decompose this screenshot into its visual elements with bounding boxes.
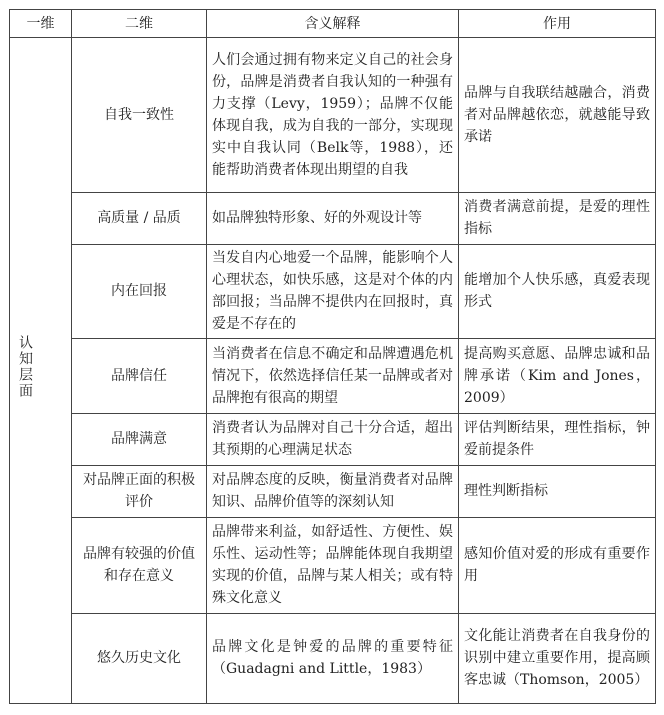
effect-cell: 能增加个人快乐感，真爱表现形式: [459, 245, 656, 339]
table-row: [10, 38, 656, 193]
header-meaning: 含义解释: [207, 10, 459, 38]
effect-cell: 感知价值对爱的形成有重要作用: [459, 518, 656, 614]
group-label: 认知层面: [17, 334, 33, 399]
dim2-cell: 品牌有较强的价值和存在意义: [72, 518, 207, 614]
header-row: [10, 10, 656, 38]
brand-love-table: [9, 9, 656, 704]
effect-cell: 评估判断结果，理性指标，钟爱前提条件: [459, 414, 656, 466]
table-row: [10, 245, 656, 339]
meaning-cell: 人们会通过拥有物来定义自己的社会身份，品牌是消费者自我认知的一种强有力支撑（Levy，1959）；品牌不仅能体现自我，成为自我的一部分，实现现实中自我认同（Belk等，1988），还能帮助消费者体现出期望的自我: [207, 38, 459, 193]
meaning-cell: 消费者认为品牌对自己十分合适，超出其预期的心理满足状态: [207, 414, 459, 466]
header-dim2: 二维: [72, 10, 207, 38]
effect-cell: 提高购买意愿、品牌忠诚和品牌承诺（Kim and Jones，2009）: [459, 339, 656, 414]
group-cell: [10, 38, 72, 704]
dim2-cell: 悠久历史文化: [72, 614, 207, 704]
table-row: [10, 339, 656, 414]
dim2-cell: 品牌满意: [72, 414, 207, 466]
effect-cell: 品牌与自我联结越融合，消费者对品牌越依恋，就越能导致承诺: [459, 38, 656, 193]
meaning-cell: 对品牌态度的反映，衡量消费者对品牌知识、品牌价值等的深刻认知: [207, 466, 459, 518]
dim2-cell: 对品牌正面的积极评价: [72, 466, 207, 518]
dim2-cell: 内在回报: [72, 245, 207, 339]
table-row: [10, 466, 656, 518]
dim2-cell: 高质量 / 品质: [72, 193, 207, 245]
header-dim1: 一维: [10, 10, 72, 38]
effect-cell: 文化能让消费者在自我身份的识别中建立重要作用，提高顾客忠诚（Thomson，2005）: [459, 614, 656, 704]
table-row: [10, 414, 656, 466]
header-effect: 作用: [459, 10, 656, 38]
table-row: [10, 614, 656, 704]
meaning-cell: 当消费者在信息不确定和品牌遭遇危机情况下，依然选择信任某一品牌或者对品牌抱有很高的期望: [207, 339, 459, 414]
table-row: [10, 518, 656, 614]
effect-cell: 理性判断指标: [459, 466, 656, 518]
meaning-cell: 当发自内心地爱一个品牌，能影响个人心理状态，如快乐感，这是对个体的内部回报；当品牌不提供内在回报时，真爱是不存在的: [207, 245, 459, 339]
meaning-cell: 品牌带来利益，如舒适性、方便性、娱乐性、运动性等；品牌能体现自我期望实现的价值，品牌与某人相关；或有特殊文化意义: [207, 518, 459, 614]
meaning-cell: 如品牌独特形象、好的外观设计等: [207, 193, 459, 245]
dim2-cell: 品牌信任: [72, 339, 207, 414]
dim2-cell: 自我一致性: [72, 38, 207, 193]
table-row: [10, 193, 656, 245]
meaning-cell: 品牌文化是钟爱的品牌的重要特征（Guadagni and Little，1983）: [207, 614, 459, 704]
effect-cell: 消费者满意前提，是爱的理性指标: [459, 193, 656, 245]
